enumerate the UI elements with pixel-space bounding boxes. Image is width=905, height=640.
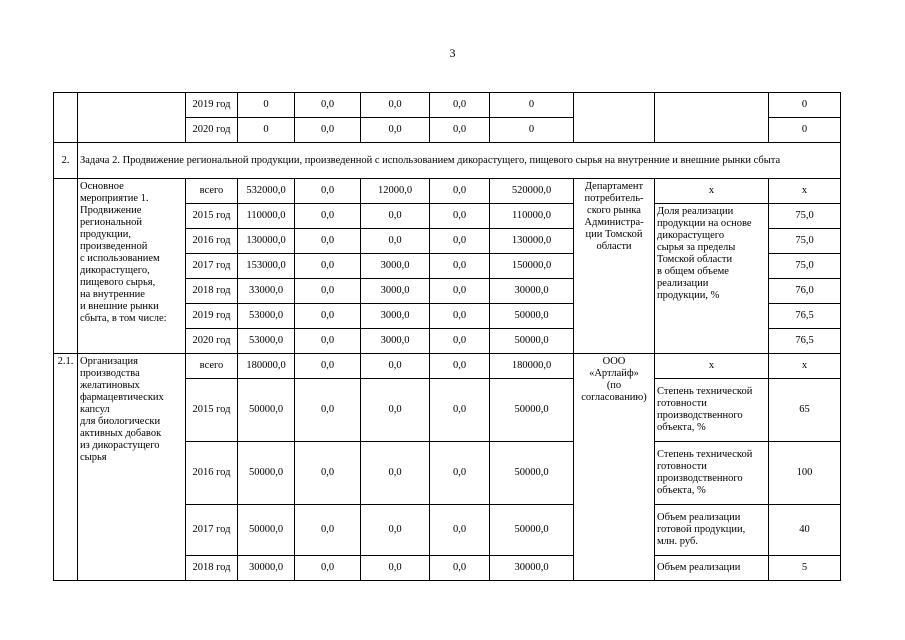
year-cell: 2019 год <box>186 304 238 329</box>
number-cell <box>54 93 78 143</box>
year-cell: всего <box>186 179 238 204</box>
indicator-value-cell: 75,0 <box>769 254 841 279</box>
main-event-executor: Департамент потребитель- ского рынка Администра- ции Томской области <box>574 179 655 354</box>
main-event-name: Основное мероприятие 1. Продвижение региональной продукции, произведенной с использованием дикорастущего, пищевого сырья, на внутренние и внешние рынки сбыта, в том числе: <box>78 179 186 354</box>
year-cell: 2015 год <box>186 204 238 229</box>
indicator-value-cell: 5 <box>769 556 841 581</box>
extra-budget-cell: 0 <box>490 93 574 118</box>
indicator-value-cell: 65 <box>769 379 841 442</box>
item-name: Организация производства желатиновых фармацевтических капсул для биологически активных добавок из дикорастущего сырья <box>78 354 186 581</box>
table-row <box>54 354 841 379</box>
regional-cell: 3000,0 <box>361 304 430 329</box>
extra-budget-cell: 50000,0 <box>490 442 574 505</box>
item-number: 2.1. <box>54 354 78 581</box>
total-cell: 130000,0 <box>238 229 295 254</box>
extra-budget-cell: 50000,0 <box>490 379 574 442</box>
federal-cell: 0,0 <box>295 118 361 143</box>
indicator-value-cell: х <box>769 179 841 204</box>
indicator-cell <box>655 93 769 143</box>
indicator-cell: х <box>655 179 769 204</box>
regional-cell: 0,0 <box>361 354 430 379</box>
indicator-value-cell: 76,5 <box>769 304 841 329</box>
extra-budget-cell: 520000,0 <box>490 179 574 204</box>
year-cell: 2019 год <box>186 93 238 118</box>
federal-cell: 0,0 <box>295 254 361 279</box>
local-cell: 0,0 <box>430 204 490 229</box>
regional-cell: 0,0 <box>361 93 430 118</box>
local-cell: 0,0 <box>430 118 490 143</box>
total-cell: 50000,0 <box>238 379 295 442</box>
local-cell: 0,0 <box>430 329 490 354</box>
federal-cell: 0,0 <box>295 329 361 354</box>
local-cell: 0,0 <box>430 179 490 204</box>
extra-budget-cell: 110000,0 <box>490 204 574 229</box>
regional-cell: 0,0 <box>361 229 430 254</box>
federal-cell: 0,0 <box>295 204 361 229</box>
program-table <box>53 92 841 581</box>
extra-budget-cell: 30000,0 <box>490 279 574 304</box>
extra-budget-cell: 50000,0 <box>490 505 574 556</box>
task-row <box>54 143 841 179</box>
total-cell: 33000,0 <box>238 279 295 304</box>
table-row <box>54 93 841 118</box>
regional-cell: 0,0 <box>361 556 430 581</box>
local-cell: 0,0 <box>430 442 490 505</box>
regional-cell: 0,0 <box>361 118 430 143</box>
regional-cell: 0,0 <box>361 442 430 505</box>
indicator-value-cell: 40 <box>769 505 841 556</box>
local-cell: 0,0 <box>430 379 490 442</box>
federal-cell: 0,0 <box>295 93 361 118</box>
federal-cell: 0,0 <box>295 379 361 442</box>
number-cell <box>54 179 78 354</box>
year-cell: 2016 год <box>186 229 238 254</box>
regional-cell: 12000,0 <box>361 179 430 204</box>
extra-budget-cell: 180000,0 <box>490 354 574 379</box>
year-cell: 2020 год <box>186 329 238 354</box>
regional-cell: 0,0 <box>361 379 430 442</box>
extra-budget-cell: 130000,0 <box>490 229 574 254</box>
indicator-cell: Объем реализации готовой продукции, млн. руб. <box>655 505 769 556</box>
extra-budget-cell: 50000,0 <box>490 329 574 354</box>
extra-budget-cell: 50000,0 <box>490 304 574 329</box>
total-cell: 53000,0 <box>238 329 295 354</box>
year-cell: 2018 год <box>186 556 238 581</box>
indicator-value-cell: 75,0 <box>769 204 841 229</box>
local-cell: 0,0 <box>430 229 490 254</box>
total-cell: 180000,0 <box>238 354 295 379</box>
year-cell: 2017 год <box>186 505 238 556</box>
local-cell: 0,0 <box>430 254 490 279</box>
indicator-value-cell: 100 <box>769 442 841 505</box>
task-number: 2. <box>54 143 78 179</box>
federal-cell: 0,0 <box>295 505 361 556</box>
extra-budget-cell: 150000,0 <box>490 254 574 279</box>
item-executor: ООО «Артлайф» (по согласованию) <box>574 354 655 581</box>
federal-cell: 0,0 <box>295 229 361 254</box>
local-cell: 0,0 <box>430 93 490 118</box>
year-cell: 2016 год <box>186 442 238 505</box>
federal-cell: 0,0 <box>295 179 361 204</box>
local-cell: 0,0 <box>430 279 490 304</box>
local-cell: 0,0 <box>430 556 490 581</box>
regional-cell: 0,0 <box>361 204 430 229</box>
name-cell <box>78 93 186 143</box>
indicator-value-cell: 76,0 <box>769 279 841 304</box>
indicator-cell: Объем реализации <box>655 556 769 581</box>
regional-cell: 0,0 <box>361 505 430 556</box>
total-cell: 50000,0 <box>238 442 295 505</box>
year-cell: 2015 год <box>186 379 238 442</box>
indicator-value-cell: 75,0 <box>769 229 841 254</box>
indicator-cell: х <box>655 354 769 379</box>
total-cell: 50000,0 <box>238 505 295 556</box>
indicator-value-cell: х <box>769 354 841 379</box>
total-cell: 532000,0 <box>238 179 295 204</box>
federal-cell: 0,0 <box>295 354 361 379</box>
extra-budget-cell: 0 <box>490 118 574 143</box>
total-cell: 53000,0 <box>238 304 295 329</box>
total-cell: 0 <box>238 118 295 143</box>
regional-cell: 3000,0 <box>361 254 430 279</box>
total-cell: 110000,0 <box>238 204 295 229</box>
total-cell: 0 <box>238 93 295 118</box>
indicator-cell: Степень технической готовности производственного объекта, % <box>655 442 769 505</box>
local-cell: 0,0 <box>430 354 490 379</box>
extra-budget-cell: 30000,0 <box>490 556 574 581</box>
executor-cell <box>574 93 655 143</box>
indicator-cell: Степень технической готовности производственного объекта, % <box>655 379 769 442</box>
indicator-value-cell: 0 <box>769 93 841 118</box>
federal-cell: 0,0 <box>295 304 361 329</box>
indicator-value-cell: 0 <box>769 118 841 143</box>
federal-cell: 0,0 <box>295 556 361 581</box>
local-cell: 0,0 <box>430 505 490 556</box>
year-cell: всего <box>186 354 238 379</box>
table-row <box>54 179 841 204</box>
federal-cell: 0,0 <box>295 279 361 304</box>
local-cell: 0,0 <box>430 304 490 329</box>
main-event-indicator: Доля реализации продукции на основе дикорастущего сырья за пределы Томской области в общем объеме реализации продукции, % <box>655 204 769 354</box>
task-title: Задача 2. Продвижение региональной продукции, произведенной с использованием дикорастущего, пищевого сырья на внутренние и внешние рынки сбыта <box>78 143 841 179</box>
year-cell: 2017 год <box>186 254 238 279</box>
year-cell: 2018 год <box>186 279 238 304</box>
total-cell: 153000,0 <box>238 254 295 279</box>
year-cell: 2020 год <box>186 118 238 143</box>
indicator-value-cell: 76,5 <box>769 329 841 354</box>
regional-cell: 3000,0 <box>361 279 430 304</box>
page-number: 3 <box>449 46 456 60</box>
federal-cell: 0,0 <box>295 442 361 505</box>
total-cell: 30000,0 <box>238 556 295 581</box>
regional-cell: 3000,0 <box>361 329 430 354</box>
